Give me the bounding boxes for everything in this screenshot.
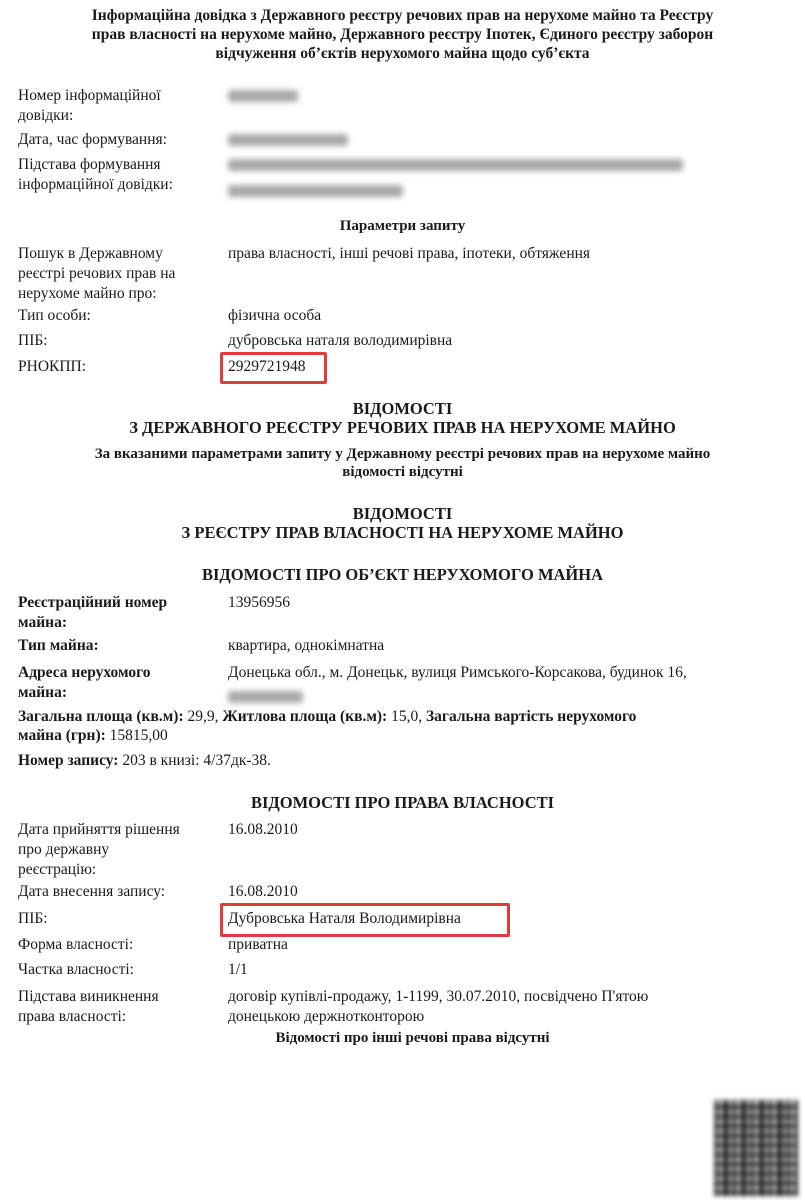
redacted-basis-2 (228, 185, 403, 197)
params-tax-value: 2929721948 (228, 358, 306, 375)
section1-title-1: ВІДОМОСТІ (352, 399, 453, 418)
params-search-label-1: Пошук в Державному (18, 245, 163, 262)
form-label: Форма власності: (18, 936, 134, 953)
decision-label-3: реєстрацію: (18, 861, 97, 878)
redacted-number (228, 90, 298, 102)
tax-highlight-box (220, 352, 327, 384)
object-address-value: Донецька обл., м. Донецьк, вулиця Римського-Корсакова, будинок 16, (228, 664, 687, 681)
record-label: Номер запису: (18, 752, 119, 769)
header-line-3: відчуження об’єктів нерухомого майна щодо суб’єкта (215, 45, 590, 62)
info-number-label-2: довідки: (18, 107, 74, 124)
entry-value: 16.08.2010 (228, 883, 298, 900)
object-title: ВІДОМОСТІ ПРО ОБ’ЄКТ НЕРУХОМОГО МАЙНА (201, 565, 604, 584)
object-reg-label-2: майна: (18, 614, 67, 631)
object-type-value: квартира, однокімнатна (228, 637, 385, 654)
header-line-1: Інформаційна довідка з Державного реєстру речових прав на нерухоме майно та Реєстру (91, 7, 714, 24)
area-living-value: 15,0, (387, 708, 426, 725)
area-living-label: Житлова площа (кв.м): (222, 708, 388, 725)
section2-title-1: ВІДОМОСТІ (352, 504, 453, 523)
ownership-basis-label-2: права власності: (18, 1008, 127, 1025)
area-total-label: Загальна площа (кв.м): (18, 708, 184, 725)
redacted-basis-1 (228, 159, 683, 171)
section2-title-2: З РЕЄСТРУ ПРАВ ВЛАСНОСТІ НА НЕРУХОМЕ МАЙНО (181, 523, 624, 542)
document-header (20, 6, 785, 63)
redacted-date (228, 134, 348, 146)
share-value: 1/1 (228, 961, 248, 978)
object-reg-value: 13956956 (228, 594, 290, 611)
cost-label-1: Загальна вартість нерухомого (425, 708, 637, 725)
object-record-row (18, 751, 775, 771)
redacted-apartment (228, 691, 303, 703)
info-basis-label-1: Підстава формування (18, 156, 161, 173)
owner-name-value: Дубровська Наталя Володимирівна (228, 910, 461, 927)
ownership-basis-label-1: Підстава виникнення (18, 988, 159, 1005)
object-area-row (18, 707, 775, 745)
params-search-label-3: нерухоме майно про: (18, 285, 157, 302)
section1-title (20, 399, 785, 437)
qr-code-image (714, 1100, 798, 1196)
area-total-value: 29,9, (183, 708, 223, 725)
object-reg-label-1: Реєстраційний номер (18, 594, 168, 611)
params-search-label-2: реєстрі речових прав на (18, 265, 176, 282)
other-rights-note: Відомості про інші речові права відсутні (275, 1030, 550, 1046)
section1-title-2: З ДЕРЖАВНОГО РЕЄСТРУ РЕЧОВИХ ПРАВ НА НЕРУХОМЕ МАЙНО (129, 418, 676, 437)
object-type-label: Тип майна: (18, 637, 99, 654)
owner-name-label: ПІБ: (18, 910, 48, 927)
params-tax-label: РНОКПП: (18, 358, 87, 375)
params-title: Параметри запиту (339, 218, 466, 234)
decision-label-2: про державну (18, 841, 110, 858)
params-name-value: дубровська наталя володимирівна (228, 332, 453, 349)
section2-title (20, 504, 785, 542)
decision-label-1: Дата прийняття рішення (18, 821, 180, 838)
cost-value: 15815,00 (105, 727, 168, 744)
share-label: Частка власності: (18, 961, 134, 978)
decision-value: 16.08.2010 (228, 821, 298, 838)
header-line-2: прав власності на нерухоме майно, Державного реєстру Іпотек, Єдиного реєстру заборон (91, 26, 714, 43)
info-basis-label-2: інформаційної довідки: (18, 176, 173, 193)
object-address-label-2: майна: (18, 684, 67, 701)
object-address-label-1: Адреса нерухомого (18, 664, 151, 681)
info-number-label-1: Номер інформаційної (18, 87, 161, 104)
entry-label: Дата внесення запису: (18, 883, 166, 900)
info-date-label: Дата, час формування: (18, 131, 167, 148)
form-value: приватна (228, 936, 288, 953)
owner-highlight-box (220, 903, 510, 937)
section1-note (20, 445, 785, 481)
section1-note-2: відомості відсутні (342, 464, 463, 480)
params-person-type-label: Тип особи: (18, 307, 91, 324)
params-name-label: ПІБ: (18, 332, 48, 349)
section1-note-1: За вказаними параметрами запиту у Державному реєстрі речових прав на нерухоме майно (94, 446, 711, 462)
params-search-value: права власності, інші речові права, іпотеки, обтяження (228, 245, 591, 262)
cost-label-2: майна (грн): (18, 727, 106, 744)
ownership-title: ВІДОМОСТІ ПРО ПРАВА ВЛАСНОСТІ (250, 793, 555, 812)
record-value: 203 в книзі: 4/37дк-38. (118, 752, 271, 769)
ownership-basis-value-2: донецькою держнотконторою (228, 1008, 425, 1025)
params-person-type-value: фізична особа (228, 307, 322, 324)
ownership-basis-value-1: договір купівлі-продажу, 1-1199, 30.07.2010, посвідчено П'ятою (228, 988, 649, 1005)
